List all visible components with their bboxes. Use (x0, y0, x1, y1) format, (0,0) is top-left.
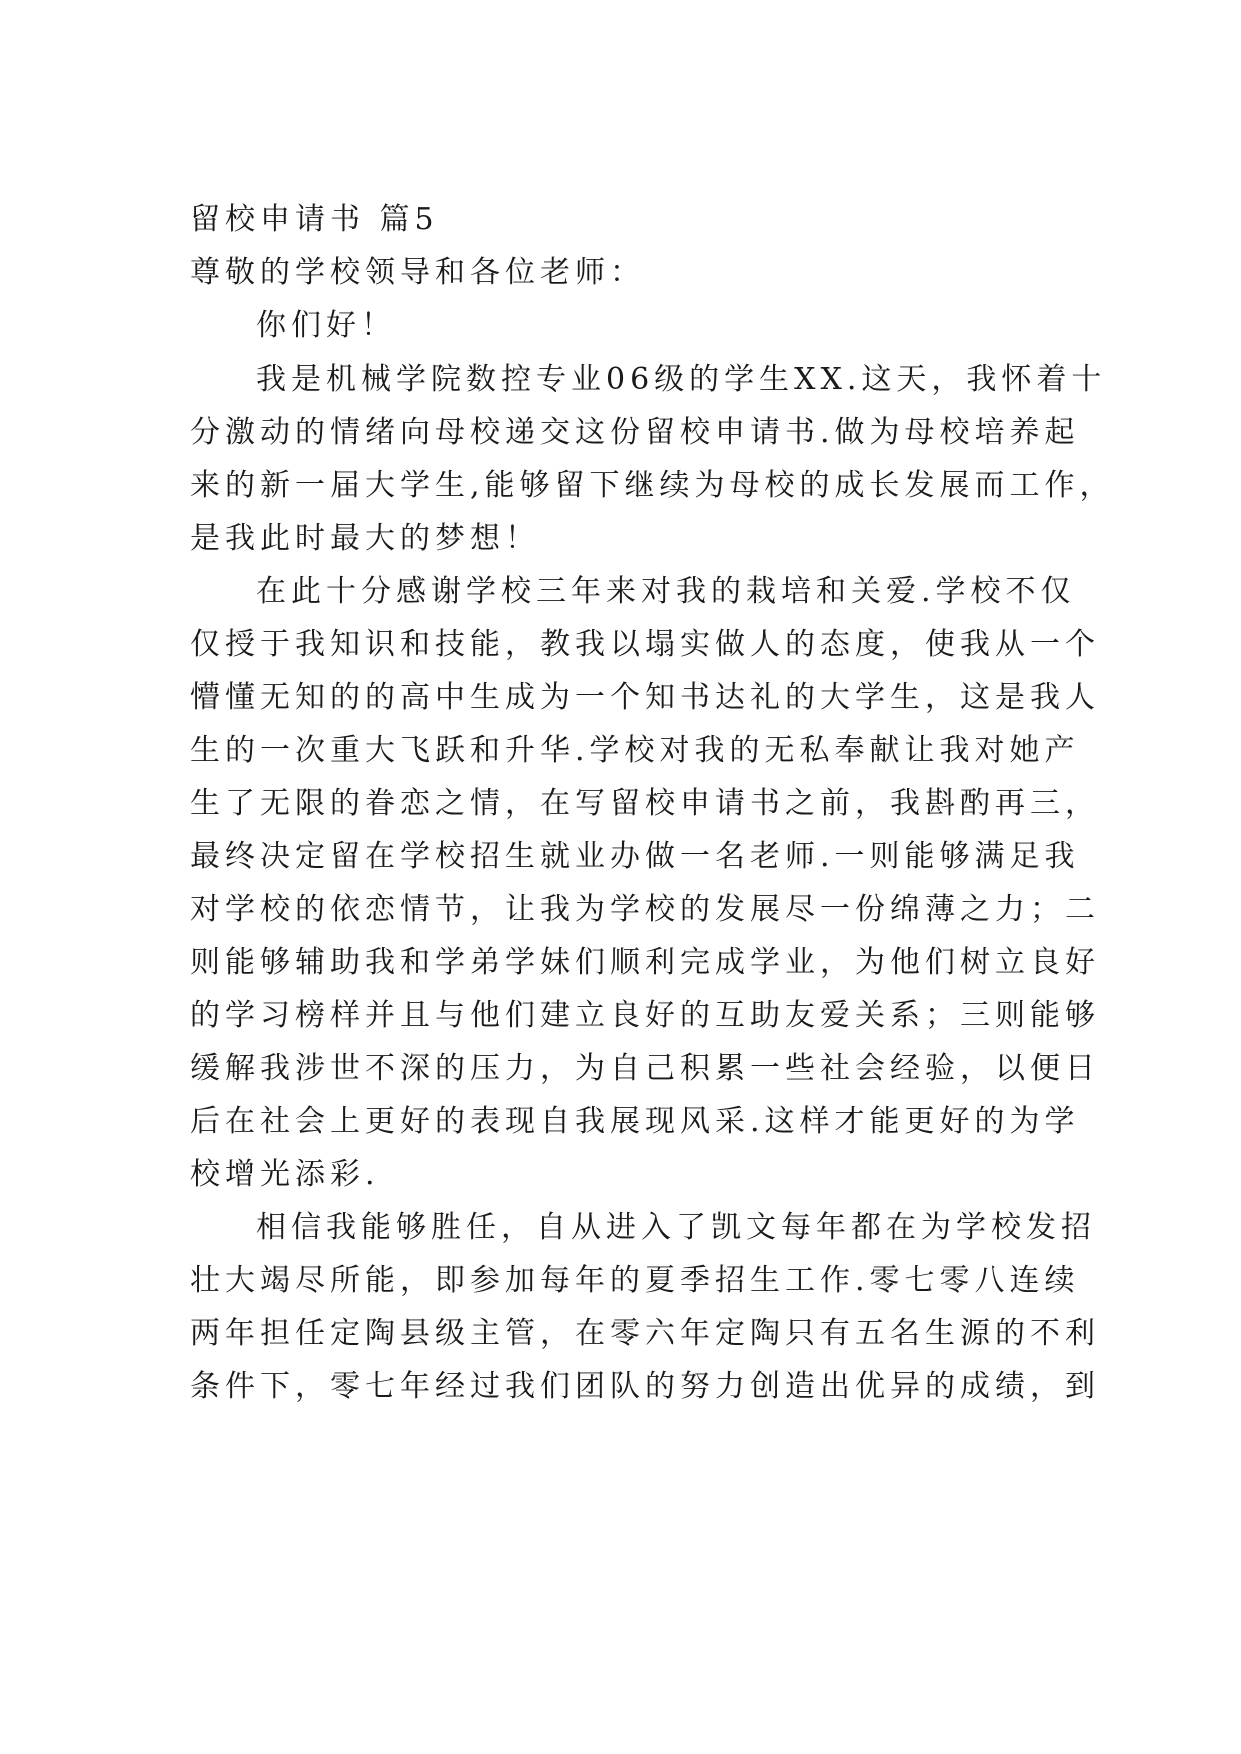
paragraph-line: 的学习榜样并且与他们建立良好的互助友爱关系；三则能够 (190, 998, 1100, 1033)
paragraph-line: 分激动的情绪向母校递交这份留校申请书.做为母校培养起 (190, 415, 1080, 450)
paragraph-line: 生了无限的眷恋之情，在写留校申请书之前，我斟酌再三， (190, 786, 1100, 821)
paragraph-line: 对学校的依恋情节，让我为学校的发展尽一份绵薄之力；二 (190, 892, 1100, 927)
paragraph-line: 条件下，零七年经过我们团队的努力创造出优异的成绩，到 (190, 1369, 1100, 1404)
paragraph-line: 校增光添彩. (190, 1157, 380, 1192)
paragraph-line: 壮大竭尽所能，即参加每年的夏季招生工作.零七零八连续 (190, 1263, 1080, 1298)
greeting: 你们好！ (256, 308, 396, 343)
paragraph-line: 相信我能够胜任，自从进入了凯文每年都在为学校发招 (256, 1210, 1096, 1245)
paragraph-line: 来的新一届大学生,能够留下继续为母校的成长发展而工作， (190, 468, 1115, 503)
paragraph-line: 则能够辅助我和学弟学妹们顺利完成学业，为他们树立良好 (190, 945, 1100, 980)
paragraph-line: 两年担任定陶县级主管，在零六年定陶只有五名生源的不利 (190, 1316, 1100, 1351)
document-title: 留校申请书 篇5 (190, 202, 439, 237)
paragraph-line: 最终决定留在学校招生就业办做一名老师.一则能够满足我 (190, 839, 1080, 874)
salutation: 尊敬的学校领导和各位老师： (190, 255, 645, 290)
paragraph-line: 是我此时最大的梦想！ (190, 521, 540, 556)
paragraph-line: 缓解我涉世不深的压力，为自己积累一些社会经验，以便日 (190, 1051, 1100, 1086)
paragraph-line: 在此十分感谢学校三年来对我的栽培和关爱.学校不仅 (256, 574, 1076, 609)
paragraph-line: 我是机械学院数控专业06级的学生XX.这天，我怀着十 (256, 362, 1107, 397)
paragraph-line: 仅授于我知识和技能，教我以塌实做人的态度，使我从一个 (190, 627, 1100, 662)
paragraph-line: 生的一次重大飞跃和升华.学校对我的无私奉献让我对她产 (190, 733, 1080, 768)
paragraph-line: 懵懂无知的的高中生成为一个知书达礼的大学生，这是我人 (190, 680, 1100, 715)
paragraph-line: 后在社会上更好的表现自我展现风采.这样才能更好的为学 (190, 1104, 1080, 1139)
